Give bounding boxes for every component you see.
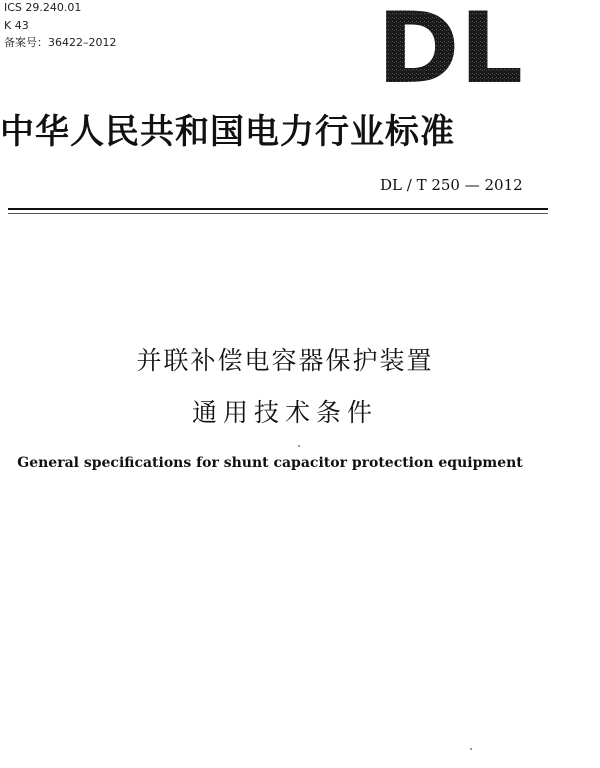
title-en: General specifications for shunt capacitor protection equipment	[17, 455, 523, 471]
standard-name: 中华人民共和国电力行业标准	[0, 112, 455, 152]
record-number: 备案号：36422–2012	[4, 36, 117, 49]
title-zh-line1: 并联补偿电容器保护装置	[136, 346, 434, 375]
scan-speck	[470, 748, 472, 750]
scan-speck	[298, 445, 300, 447]
ics-code: ICS 29.240.01	[4, 1, 82, 14]
classification-code: K 43	[4, 19, 29, 32]
dl-logo-text: DL	[377, 8, 523, 88]
title-zh-line2: 通用技术条件	[191, 398, 378, 427]
header-rule	[8, 208, 548, 210]
dl-logo	[375, 8, 525, 88]
header-rule-thin	[8, 213, 548, 214]
standard-number: DL / T 250 — 2012	[380, 176, 523, 194]
